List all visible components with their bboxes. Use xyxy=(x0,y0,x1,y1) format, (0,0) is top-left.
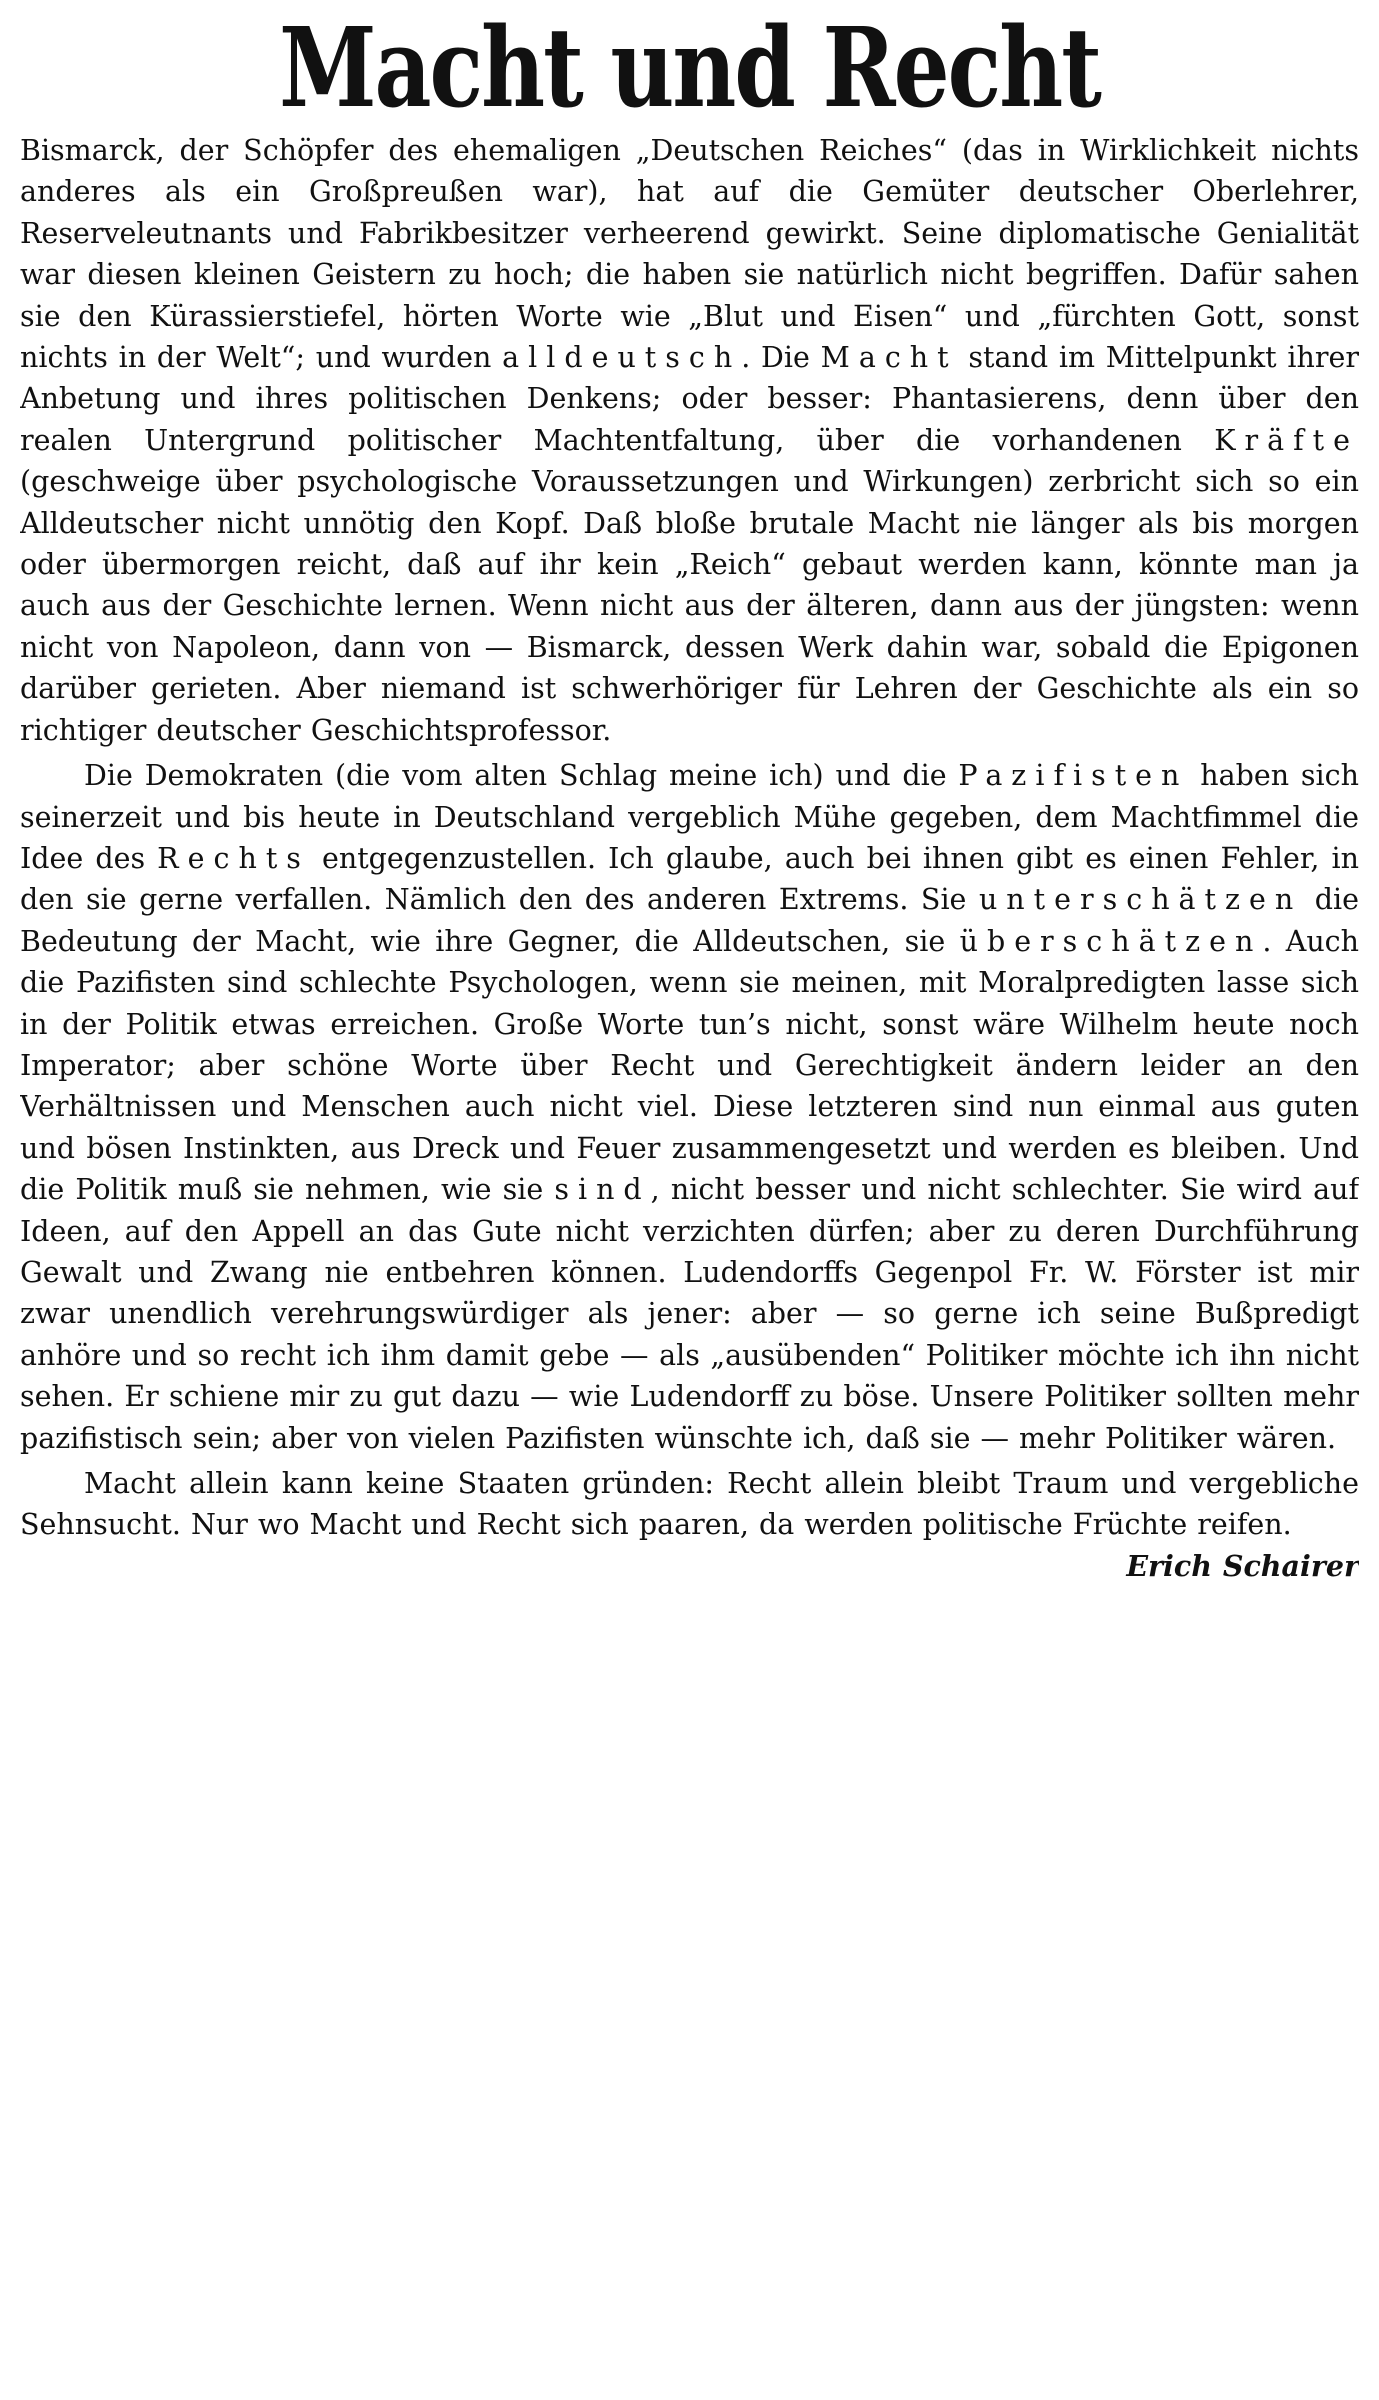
emphasized-word: unterschätzen xyxy=(978,883,1303,917)
author-signature: Erich Schairer xyxy=(1126,1548,1359,1583)
text-segment: entgegenzustellen. Ich glaube, auch bei ihnen gibt es einen Fehler, in den sie gerne verfallen. Nämlich den des anderen Extrems. Sie xyxy=(20,841,1359,917)
emphasized-word: Kräfte xyxy=(1214,423,1359,457)
text-segment: . Auch die Pazifisten sind schlechte Psychologen, wenn sie meinen, mit Moralpredigten lasse sich in der Politik etwas erreichen. Große Worte tun’s nicht, sonst wäre Wilhelm heute noch Imperator; aber schöne Worte über Recht und Gerechtigkeit ändern leider an den Verhältnissen und Menschen auch nicht viel. Diese letzteren sind nun einmal aus guten und bösen Instinkten, aus Dreck und Feuer zusammengesetzt und werden es bleiben. Und die Politik muß sie nehmen, wie sie xyxy=(20,924,1359,1207)
text-segment: haben sich seinerzeit und bis heute in Deutschland vergeblich Mühe gegeben, dem Machtfimmel die Idee des xyxy=(20,759,1359,875)
article-paragraph xyxy=(20,130,1359,751)
text-segment: stand im Mittelpunkt ihrer Anbetung und ihres politischen Denkens; oder besser: Phantasierens, denn über den realen Untergrund politischer Machtentfaltung, über die vorhandenen xyxy=(20,341,1359,457)
emphasized-word: Macht xyxy=(820,341,958,375)
emphasized-word: sind xyxy=(554,1173,651,1207)
text-segment: , nicht besser und nicht schlechter. Sie wird auf Ideen, auf den Appell an das Gute nicht verzichten dürfen; aber zu deren Durchführung Gewalt und Zwang nie entbehren können. Ludendorffs Gegenpol Fr. W. Förster ist mir zwar unendlich verehrungswürdiger als jener: aber — so gerne ich seine Bußpredigt anhöre und so recht ich ihm damit gebe — als „ausübenden“ Politiker möchte ich ihn nicht sehen. Er schiene mir zu gut dazu — wie Ludendorff zu böse. Unsere Politiker sollten mehr pazifistisch sein; aber von vielen Pazifisten wünschte ich, daß sie — mehr Politiker wären. xyxy=(20,1173,1359,1455)
text-segment: die Bedeutung der Macht, wie ihre Gegner, die Alldeutschen, sie xyxy=(20,883,1359,958)
article-paragraph xyxy=(20,1463,1359,1583)
emphasized-word: überschätzen xyxy=(959,924,1263,958)
text-segment: Die Demokraten (die vom alten Schlag meine ich) und die xyxy=(84,759,959,793)
article-paragraph xyxy=(20,755,1359,1459)
emphasized-word: Rechts xyxy=(157,841,310,875)
text-segment: Bismarck, der Schöpfer des ehemaligen „Deutschen Reiches“ (das in Wirklichkeit nichts anderes als ein Großpreußen war), hat auf die Gemüter deutscher Oberlehrer, Reserveleutnants und Fabrikbesitzer verheerend gewirkt. Seine diplomatische Genialität war diesen kleinen Geistern zu hoch; die haben sie natürlich nicht begriffen. Dafür sahen sie den Kürassierstiefel, hörten Worte wie „Blut und Eisen“ und „fürchten Gott, sonst nichts in der Welt“; und wurden xyxy=(20,134,1359,375)
article-headline: Macht und Recht xyxy=(279,2,1100,132)
text-segment: Macht allein kann keine Staaten gründen: Recht allein bleibt Traum und vergebliche Sehnsucht. Nur wo Macht und Recht sich paaren, da werden politische Früchte reifen. xyxy=(20,1467,1359,1542)
emphasized-word: Pazifisten xyxy=(958,759,1189,793)
emphasized-word: alldeutsch xyxy=(502,341,742,375)
newspaper-article xyxy=(20,0,1359,2400)
text-segment: (geschweige über psychologische Voraussetzungen und Wirkungen) zerbricht sich so ein Alldeutscher nicht unnötig den Kopf. Daß bloße brutale Macht nie länger als bis morgen oder übermorgen reicht, daß auf ihr kein „Reich“ gebaut werden kann, könnte man ja auch aus der Geschichte lernen. Wenn nicht aus der älteren, dann aus der jüngsten: wenn nicht von Napoleon, dann von — Bismarck, dessen Werk dahin war, sobald die Epigonen darüber gerieten. Aber niemand ist schwerhöriger für Lehren der Geschichte als ein so richtiger deutscher Geschichtsprofessor. xyxy=(20,465,1359,747)
text-segment: . Die xyxy=(741,341,821,375)
